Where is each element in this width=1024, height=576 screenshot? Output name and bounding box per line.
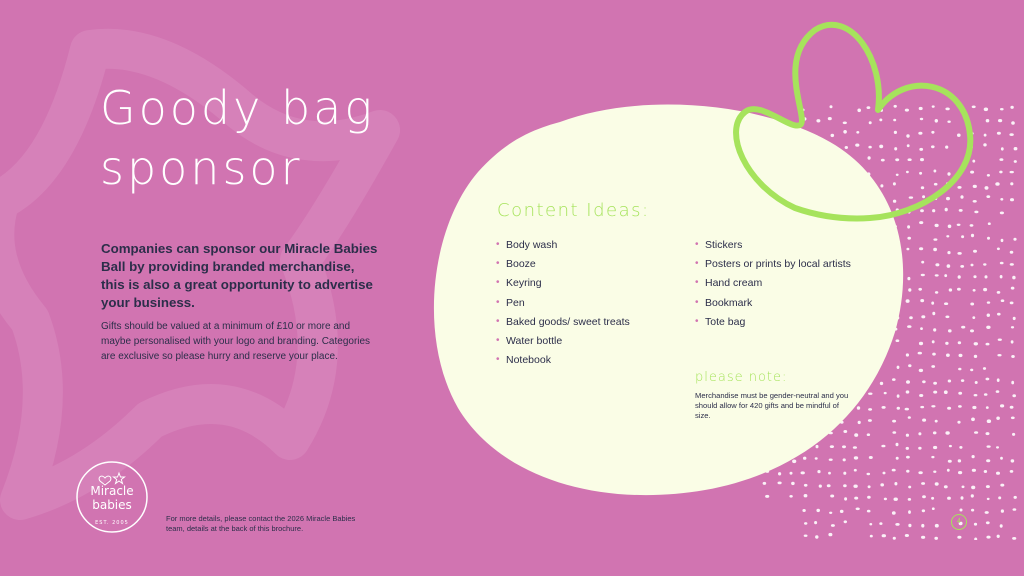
logo-line-2: babies: [92, 498, 132, 512]
bullet-icon: •: [695, 315, 699, 327]
content-idea-label: Posters or prints by local artists: [705, 258, 851, 271]
content-idea-item: [496, 238, 630, 257]
footer-text: For more details, please contact the 2026 Miracle Babies team, details at the back of this brochure.: [166, 514, 356, 533]
content-ideas-list-right: [695, 238, 851, 334]
title-line-2: sponsor: [100, 141, 303, 195]
content-idea-item: [695, 296, 851, 315]
bullet-icon: •: [496, 258, 500, 270]
content-idea-label: Keyring: [506, 277, 542, 290]
bullet-icon: •: [496, 296, 500, 308]
page-number: 4: [951, 514, 967, 530]
content-ideas-heading: Content Ideas:: [497, 200, 650, 221]
bullet-icon: •: [496, 334, 500, 346]
content-idea-label: Booze: [506, 258, 536, 271]
content-idea-label: Baked goods/ sweet treats: [506, 315, 630, 328]
note-heading: please note:: [695, 370, 788, 385]
content-idea-label: Hand cream: [705, 277, 763, 290]
content-idea-label: Stickers: [705, 239, 743, 251]
page-title: [100, 78, 460, 198]
bullet-icon: •: [496, 277, 500, 289]
content-idea-label: Water bottle: [506, 334, 563, 347]
bullet-icon: •: [496, 239, 500, 250]
content-idea-item: [695, 315, 851, 334]
content-idea-item: [695, 238, 851, 257]
bullet-icon: •: [496, 354, 500, 366]
logo-line-1: Miracle: [90, 484, 134, 498]
bullet-icon: •: [695, 239, 699, 250]
content-idea-label: Pen: [506, 296, 525, 309]
content-idea-label: Notebook: [506, 354, 551, 367]
note-text: Merchandise must be gender-neutral and you should allow for 420 gifts and be mindful of size.: [695, 391, 849, 420]
logo-est: EST. 2005: [95, 520, 129, 526]
content-idea-item: [496, 334, 630, 353]
bullet-icon: •: [695, 296, 699, 308]
miracle-babies-logo: [75, 460, 149, 534]
content-idea-label: Tote bag: [705, 315, 746, 328]
content-idea-item: [496, 353, 630, 372]
bullet-icon: •: [695, 277, 699, 289]
content-ideas-list-left: [496, 238, 630, 372]
content-idea-item: [496, 315, 630, 334]
content-idea-item: [496, 296, 630, 315]
content-idea-label: Bookmark: [705, 296, 753, 309]
content-idea-label: Body wash: [506, 239, 558, 251]
details-text: Gifts should be valued at a minimum of £10 or more and maybe personalised with your logo and branding. Categories are exclusive so please hurry and reserve your place.: [101, 321, 371, 362]
content-idea-item: [695, 257, 851, 276]
intro-text: Companies can sponsor our Miracle Babies Ball by providing branded merchandise, this is also a great opportunity to advertise your business.: [101, 241, 378, 310]
bullet-icon: •: [496, 315, 500, 327]
content-idea-item: [695, 276, 851, 295]
bullet-icon: •: [695, 258, 699, 270]
title-line-1: Goody bag: [100, 81, 375, 135]
content-idea-item: [496, 257, 630, 276]
content-idea-item: [496, 276, 630, 295]
